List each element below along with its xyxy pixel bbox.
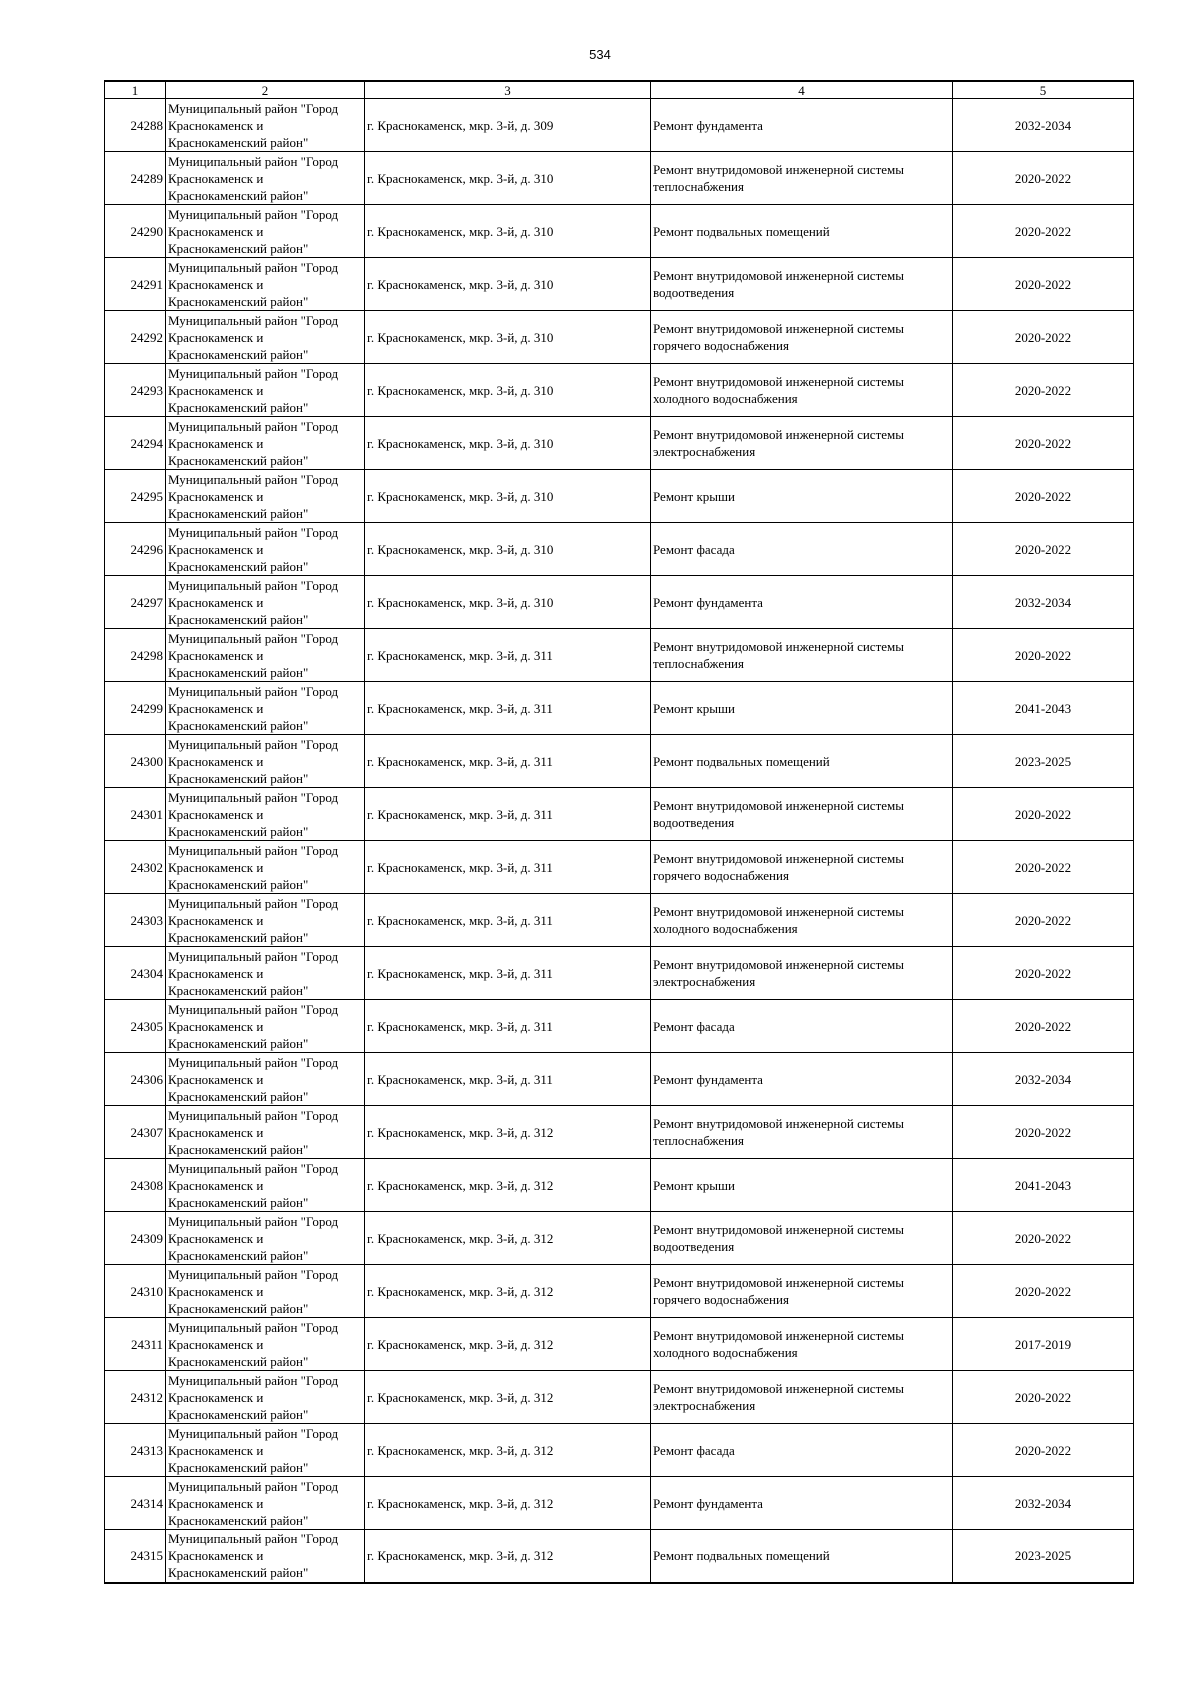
period-cell: 2041-2043 (953, 682, 1134, 735)
work-type-cell: Ремонт внутридомовой инженерной системы теплоснабжения (651, 629, 953, 682)
address-cell: г. Краснокаменск, мкр. 3-й, д. 312 (365, 1424, 651, 1477)
period-cell: 2020-2022 (953, 470, 1134, 523)
period-cell: 2032-2034 (953, 99, 1134, 152)
district-cell: Муниципальный район "Город Краснокаменск и Краснокаменский район" (166, 1477, 365, 1530)
period-cell: 2032-2034 (953, 576, 1134, 629)
work-type-cell: Ремонт фасада (651, 523, 953, 576)
table-row (105, 1053, 1134, 1106)
period-cell: 2041-2043 (953, 1159, 1134, 1212)
address-cell: г. Краснокаменск, мкр. 3-й, д. 311 (365, 682, 651, 735)
period-cell: 2020-2022 (953, 311, 1134, 364)
address-cell: г. Краснокаменск, мкр. 3-й, д. 312 (365, 1318, 651, 1371)
district-cell: Муниципальный район "Город Краснокаменск и Краснокаменский район" (166, 1371, 365, 1424)
period-cell: 2032-2034 (953, 1477, 1134, 1530)
row-number: 24294 (105, 417, 166, 470)
row-number: 24291 (105, 258, 166, 311)
address-cell: г. Краснокаменск, мкр. 3-й, д. 310 (365, 258, 651, 311)
table-row (105, 682, 1134, 735)
row-number: 24312 (105, 1371, 166, 1424)
work-type-cell: Ремонт внутридомовой инженерной системы электроснабжения (651, 947, 953, 1000)
table-row (105, 1159, 1134, 1212)
registry-table (104, 80, 1134, 1584)
address-cell: г. Краснокаменск, мкр. 3-й, д. 311 (365, 841, 651, 894)
district-cell: Муниципальный район "Город Краснокаменск и Краснокаменский район" (166, 788, 365, 841)
row-number: 24304 (105, 947, 166, 1000)
address-cell: г. Краснокаменск, мкр. 3-й, д. 312 (365, 1265, 651, 1318)
period-cell: 2020-2022 (953, 1000, 1134, 1053)
address-cell: г. Краснокаменск, мкр. 3-й, д. 312 (365, 1477, 651, 1530)
period-cell: 2020-2022 (953, 364, 1134, 417)
table-row (105, 470, 1134, 523)
address-cell: г. Краснокаменск, мкр. 3-й, д. 310 (365, 523, 651, 576)
period-cell: 2020-2022 (953, 1212, 1134, 1265)
table-row (105, 576, 1134, 629)
address-cell: г. Краснокаменск, мкр. 3-й, д. 312 (365, 1371, 651, 1424)
address-cell: г. Краснокаменск, мкр. 3-й, д. 311 (365, 788, 651, 841)
row-number: 24301 (105, 788, 166, 841)
district-cell: Муниципальный район "Город Краснокаменск и Краснокаменский район" (166, 1318, 365, 1371)
table-row (105, 894, 1134, 947)
work-type-cell: Ремонт внутридомовой инженерной системы водоотведения (651, 788, 953, 841)
address-cell: г. Краснокаменск, мкр. 3-й, д. 309 (365, 99, 651, 152)
table-row (105, 1318, 1134, 1371)
district-cell: Муниципальный район "Город Краснокаменск и Краснокаменский район" (166, 735, 365, 788)
table-row (105, 364, 1134, 417)
work-type-cell: Ремонт крыши (651, 1159, 953, 1212)
district-cell: Муниципальный район "Город Краснокаменск и Краснокаменский район" (166, 1424, 365, 1477)
row-number: 24293 (105, 364, 166, 417)
period-cell: 2020-2022 (953, 152, 1134, 205)
work-type-cell: Ремонт фундамента (651, 99, 953, 152)
row-number: 24296 (105, 523, 166, 576)
work-type-cell: Ремонт внутридомовой инженерной системы теплоснабжения (651, 152, 953, 205)
period-cell: 2020-2022 (953, 947, 1134, 1000)
address-cell: г. Краснокаменск, мкр. 3-й, д. 311 (365, 629, 651, 682)
district-cell: Муниципальный район "Город Краснокаменск и Краснокаменский район" (166, 1530, 365, 1583)
district-cell: Муниципальный район "Город Краснокаменск и Краснокаменский район" (166, 1159, 365, 1212)
work-type-cell: Ремонт внутридомовой инженерной системы холодного водоснабжения (651, 894, 953, 947)
row-number: 24290 (105, 205, 166, 258)
work-type-cell: Ремонт внутридомовой инженерной системы электроснабжения (651, 417, 953, 470)
district-cell: Муниципальный район "Город Краснокаменск и Краснокаменский район" (166, 947, 365, 1000)
row-number: 24298 (105, 629, 166, 682)
work-type-cell: Ремонт внутридомовой инженерной системы горячего водоснабжения (651, 841, 953, 894)
table-row (105, 947, 1134, 1000)
row-number: 24295 (105, 470, 166, 523)
period-cell: 2020-2022 (953, 417, 1134, 470)
address-cell: г. Краснокаменск, мкр. 3-й, д. 310 (365, 576, 651, 629)
period-cell: 2020-2022 (953, 1106, 1134, 1159)
table-row (105, 417, 1134, 470)
work-type-cell: Ремонт внутридомовой инженерной системы горячего водоснабжения (651, 1265, 953, 1318)
work-type-cell: Ремонт внутридомовой инженерной системы водоотведения (651, 1212, 953, 1265)
table-body (105, 99, 1134, 1583)
period-cell: 2020-2022 (953, 258, 1134, 311)
address-cell: г. Краснокаменск, мкр. 3-й, д. 312 (365, 1159, 651, 1212)
period-cell: 2020-2022 (953, 841, 1134, 894)
table-row (105, 1212, 1134, 1265)
period-cell: 2020-2022 (953, 788, 1134, 841)
address-cell: г. Краснокаменск, мкр. 3-й, д. 311 (365, 1053, 651, 1106)
work-type-cell: Ремонт подвальных помещений (651, 205, 953, 258)
period-cell: 2020-2022 (953, 1424, 1134, 1477)
work-type-cell: Ремонт внутридомовой инженерной системы горячего водоснабжения (651, 311, 953, 364)
address-cell: г. Краснокаменск, мкр. 3-й, д. 312 (365, 1530, 651, 1583)
work-type-cell: Ремонт внутридомовой инженерной системы водоотведения (651, 258, 953, 311)
district-cell: Муниципальный район "Город Краснокаменск и Краснокаменский район" (166, 576, 365, 629)
table-row (105, 1371, 1134, 1424)
row-number: 24289 (105, 152, 166, 205)
row-number: 24308 (105, 1159, 166, 1212)
work-type-cell: Ремонт внутридомовой инженерной системы теплоснабжения (651, 1106, 953, 1159)
work-type-cell: Ремонт крыши (651, 682, 953, 735)
address-cell: г. Краснокаменск, мкр. 3-й, д. 311 (365, 735, 651, 788)
column-header: 1 (105, 81, 166, 99)
work-type-cell: Ремонт фундамента (651, 1053, 953, 1106)
period-cell: 2020-2022 (953, 629, 1134, 682)
period-cell: 2032-2034 (953, 1053, 1134, 1106)
address-cell: г. Краснокаменск, мкр. 3-й, д. 310 (365, 152, 651, 205)
work-type-cell: Ремонт подвальных помещений (651, 735, 953, 788)
work-type-cell: Ремонт крыши (651, 470, 953, 523)
table-row (105, 523, 1134, 576)
period-cell: 2020-2022 (953, 205, 1134, 258)
district-cell: Муниципальный район "Город Краснокаменск и Краснокаменский район" (166, 1212, 365, 1265)
row-number: 24299 (105, 682, 166, 735)
work-type-cell: Ремонт фасада (651, 1000, 953, 1053)
row-number: 24315 (105, 1530, 166, 1583)
table-row (105, 1265, 1134, 1318)
address-cell: г. Краснокаменск, мкр. 3-й, д. 312 (365, 1106, 651, 1159)
address-cell: г. Краснокаменск, мкр. 3-й, д. 310 (365, 311, 651, 364)
address-cell: г. Краснокаменск, мкр. 3-й, д. 311 (365, 947, 651, 1000)
row-number: 24288 (105, 99, 166, 152)
row-number: 24310 (105, 1265, 166, 1318)
work-type-cell: Ремонт внутридомовой инженерной системы холодного водоснабжения (651, 1318, 953, 1371)
district-cell: Муниципальный район "Город Краснокаменск и Краснокаменский район" (166, 629, 365, 682)
district-cell: Муниципальный район "Город Краснокаменск и Краснокаменский район" (166, 417, 365, 470)
work-type-cell: Ремонт внутридомовой инженерной системы холодного водоснабжения (651, 364, 953, 417)
period-cell: 2023-2025 (953, 735, 1134, 788)
period-cell: 2017-2019 (953, 1318, 1134, 1371)
header-row (105, 81, 1134, 99)
table-row (105, 1530, 1134, 1583)
district-cell: Муниципальный район "Город Краснокаменск и Краснокаменский район" (166, 364, 365, 417)
column-header: 5 (953, 81, 1134, 99)
address-cell: г. Краснокаменск, мкр. 3-й, д. 310 (365, 205, 651, 258)
address-cell: г. Краснокаменск, мкр. 3-й, д. 310 (365, 417, 651, 470)
table-row (105, 152, 1134, 205)
table-row (105, 205, 1134, 258)
district-cell: Муниципальный район "Город Краснокаменск и Краснокаменский район" (166, 894, 365, 947)
address-cell: г. Краснокаменск, мкр. 3-й, д. 310 (365, 470, 651, 523)
district-cell: Муниципальный район "Город Краснокаменск и Краснокаменский район" (166, 205, 365, 258)
row-number: 24311 (105, 1318, 166, 1371)
district-cell: Муниципальный район "Город Краснокаменск и Краснокаменский район" (166, 1053, 365, 1106)
row-number: 24305 (105, 1000, 166, 1053)
address-cell: г. Краснокаменск, мкр. 3-й, д. 312 (365, 1212, 651, 1265)
district-cell: Муниципальный район "Город Краснокаменск и Краснокаменский район" (166, 470, 365, 523)
table-row (105, 1000, 1134, 1053)
column-header: 3 (365, 81, 651, 99)
row-number: 24292 (105, 311, 166, 364)
column-header: 2 (166, 81, 365, 99)
table-row (105, 788, 1134, 841)
table-row (105, 311, 1134, 364)
district-cell: Муниципальный район "Город Краснокаменск и Краснокаменский район" (166, 99, 365, 152)
district-cell: Муниципальный район "Город Краснокаменск и Краснокаменский район" (166, 258, 365, 311)
address-cell: г. Краснокаменск, мкр. 3-й, д. 311 (365, 1000, 651, 1053)
row-number: 24313 (105, 1424, 166, 1477)
district-cell: Муниципальный район "Город Краснокаменск и Краснокаменский район" (166, 841, 365, 894)
page-number: 534 (589, 47, 611, 62)
row-number: 24297 (105, 576, 166, 629)
district-cell: Муниципальный район "Город Краснокаменск и Краснокаменский район" (166, 152, 365, 205)
work-type-cell: Ремонт фундамента (651, 576, 953, 629)
row-number: 24306 (105, 1053, 166, 1106)
table-header (105, 81, 1134, 99)
district-cell: Муниципальный район "Город Краснокаменск и Краснокаменский район" (166, 311, 365, 364)
table-row (105, 1477, 1134, 1530)
table-row (105, 841, 1134, 894)
table-row (105, 258, 1134, 311)
column-header: 4 (651, 81, 953, 99)
period-cell: 2020-2022 (953, 1371, 1134, 1424)
row-number: 24309 (105, 1212, 166, 1265)
table-row (105, 1106, 1134, 1159)
address-cell: г. Краснокаменск, мкр. 3-й, д. 310 (365, 364, 651, 417)
row-number: 24314 (105, 1477, 166, 1530)
row-number: 24303 (105, 894, 166, 947)
table-row (105, 99, 1134, 152)
row-number: 24302 (105, 841, 166, 894)
period-cell: 2020-2022 (953, 894, 1134, 947)
work-type-cell: Ремонт фасада (651, 1424, 953, 1477)
district-cell: Муниципальный район "Город Краснокаменск и Краснокаменский район" (166, 1106, 365, 1159)
district-cell: Муниципальный район "Город Краснокаменск и Краснокаменский район" (166, 523, 365, 576)
table-row (105, 735, 1134, 788)
table-row (105, 629, 1134, 682)
period-cell: 2023-2025 (953, 1530, 1134, 1583)
row-number: 24307 (105, 1106, 166, 1159)
address-cell: г. Краснокаменск, мкр. 3-й, д. 311 (365, 894, 651, 947)
work-type-cell: Ремонт фундамента (651, 1477, 953, 1530)
work-type-cell: Ремонт внутридомовой инженерной системы электроснабжения (651, 1371, 953, 1424)
period-cell: 2020-2022 (953, 523, 1134, 576)
work-type-cell: Ремонт подвальных помещений (651, 1530, 953, 1583)
district-cell: Муниципальный район "Город Краснокаменск и Краснокаменский район" (166, 1000, 365, 1053)
district-cell: Муниципальный район "Город Краснокаменск и Краснокаменский район" (166, 682, 365, 735)
period-cell: 2020-2022 (953, 1265, 1134, 1318)
district-cell: Муниципальный район "Город Краснокаменск и Краснокаменский район" (166, 1265, 365, 1318)
table-row (105, 1424, 1134, 1477)
row-number: 24300 (105, 735, 166, 788)
